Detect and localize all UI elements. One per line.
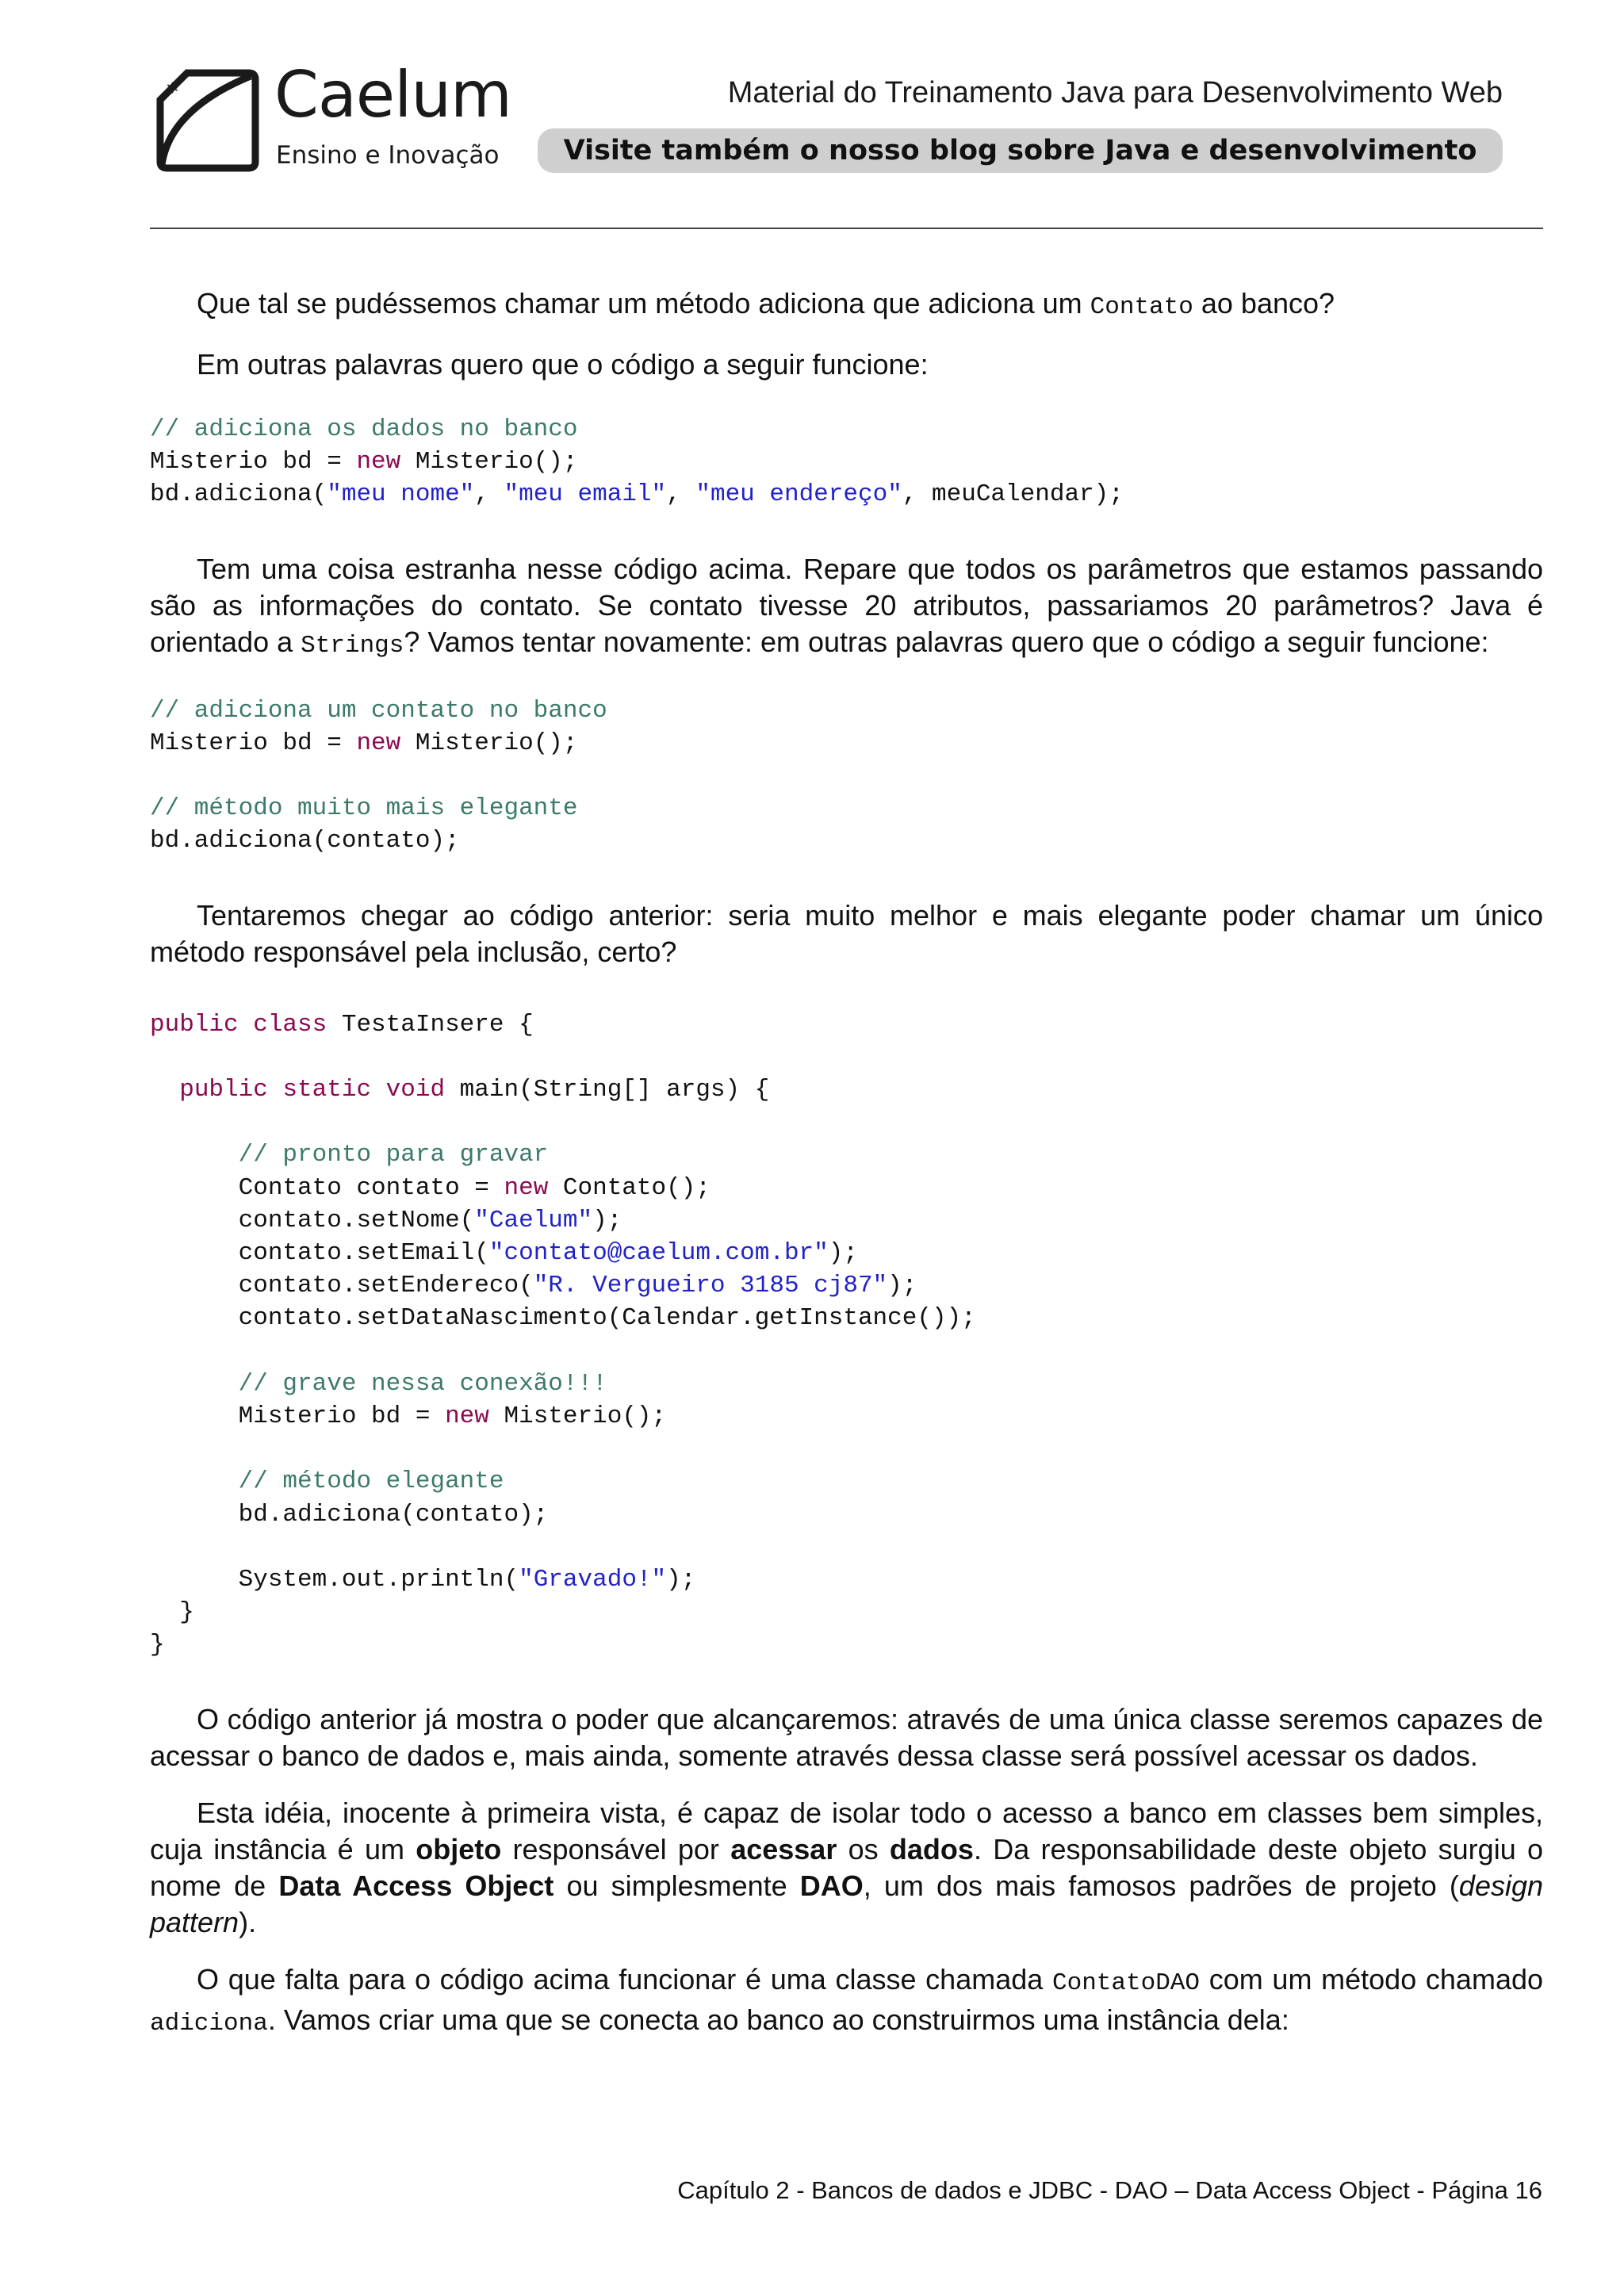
inline-code: Contato (1090, 293, 1193, 321)
header-divider (150, 228, 1543, 229)
blog-banner[interactable]: Visite também o nosso blog sobre Java e desenvolvimento (538, 128, 1503, 173)
paragraph-6: Esta idéia, inocente à primeira vista, é capaz de isolar todo o acesso a banco em classes bem simples, cuja instância é um objeto responsável por acessar os dados. Da responsabilidade deste objeto surgiu o nome de Data Access Object ou simplesmente DAO, um dos mais famosos padrões de projeto (design pattern). (150, 1796, 1544, 1938)
caelum-logo-icon (155, 68, 260, 173)
page-header (0, 0, 1624, 238)
code-block-3: public class TestaInsere { public static void main(String[] args) { // pronto para gravar Contato contato = new Contato(); contato.setNome("Caelum"); contato.setEmail("contato@caelum.com.br"); contato.setEndereco("R. Vergueiro 3185 cj87"); contato.setDataNascimento(Calendar.getInstance()); // grave nessa conexão!!! Misterio bd = new Misterio(); // método elegante bd.adiciona(contato); System.out.println("Gravado!"); } } (150, 1010, 976, 1659)
page-footer: Capítulo 2 - Bancos de dados e JDBC - DAO – Data Access Object - Página 16 (677, 2176, 1542, 2204)
paragraph-4: Tentaremos chegar ao código anterior: seria muito melhor e mais elegante poder chamar um único método responsável pela inclusão, certo? (150, 898, 1543, 968)
inline-code: ContatoDAO (1051, 1969, 1201, 1997)
svg-text:*: * (167, 78, 178, 106)
code-block-2: // adiciona um contato no banco Misterio bd = new Misterio(); // método muito mais elegante bd.adiciona(contato); (150, 696, 607, 855)
header-title: Material do Treinamento Java para Desenvolvimento Web (727, 76, 1503, 109)
inline-code: Strings (301, 631, 404, 660)
logo-tagline: Ensino e Inovação (276, 141, 500, 170)
logo-name: Caelum (274, 58, 511, 132)
paragraph-2: Em outras palavras quero que o código a seguir funcione: (197, 348, 929, 381)
caelum-logo (155, 58, 511, 176)
paragraph-5: O código anterior já mostra o poder que alcançaremos: através de uma única classe seremos capazes de acessar o banco de dados e, mais ainda, somente através dessa classe será possível acessar os dados. (150, 1702, 1543, 1772)
page-content (150, 285, 1543, 2042)
code-block-1: // adiciona os dados no banco Misterio bd = new Misterio(); bd.adiciona("meu nome", "meu email", "meu endereço", meuCalendar); (150, 415, 1124, 509)
paragraph-7: O que falta para o código acima funcionar é uma classe chamada ContatoDAO com um método chamado adiciona. Vamos criar uma que se conecta ao banco ao construirmos uma instância dela: (150, 1962, 1544, 2038)
inline-code: adiciona (150, 2009, 268, 2038)
paragraph-1: Que tal se pudéssemos chamar um método adiciona que adiciona um Contato ao banco? (197, 287, 1335, 321)
paragraph-3: Tem uma coisa estranha nesse código acima. Repare que todos os parâmetros que estamos passando são as informações do contato. Se contato tivesse 20 atributos, passariamos 20 parâmetros? Java é orientado a Strings? Vamos tentar novamente: em outras palavras quero que o código a seguir funcione: (150, 552, 1543, 660)
